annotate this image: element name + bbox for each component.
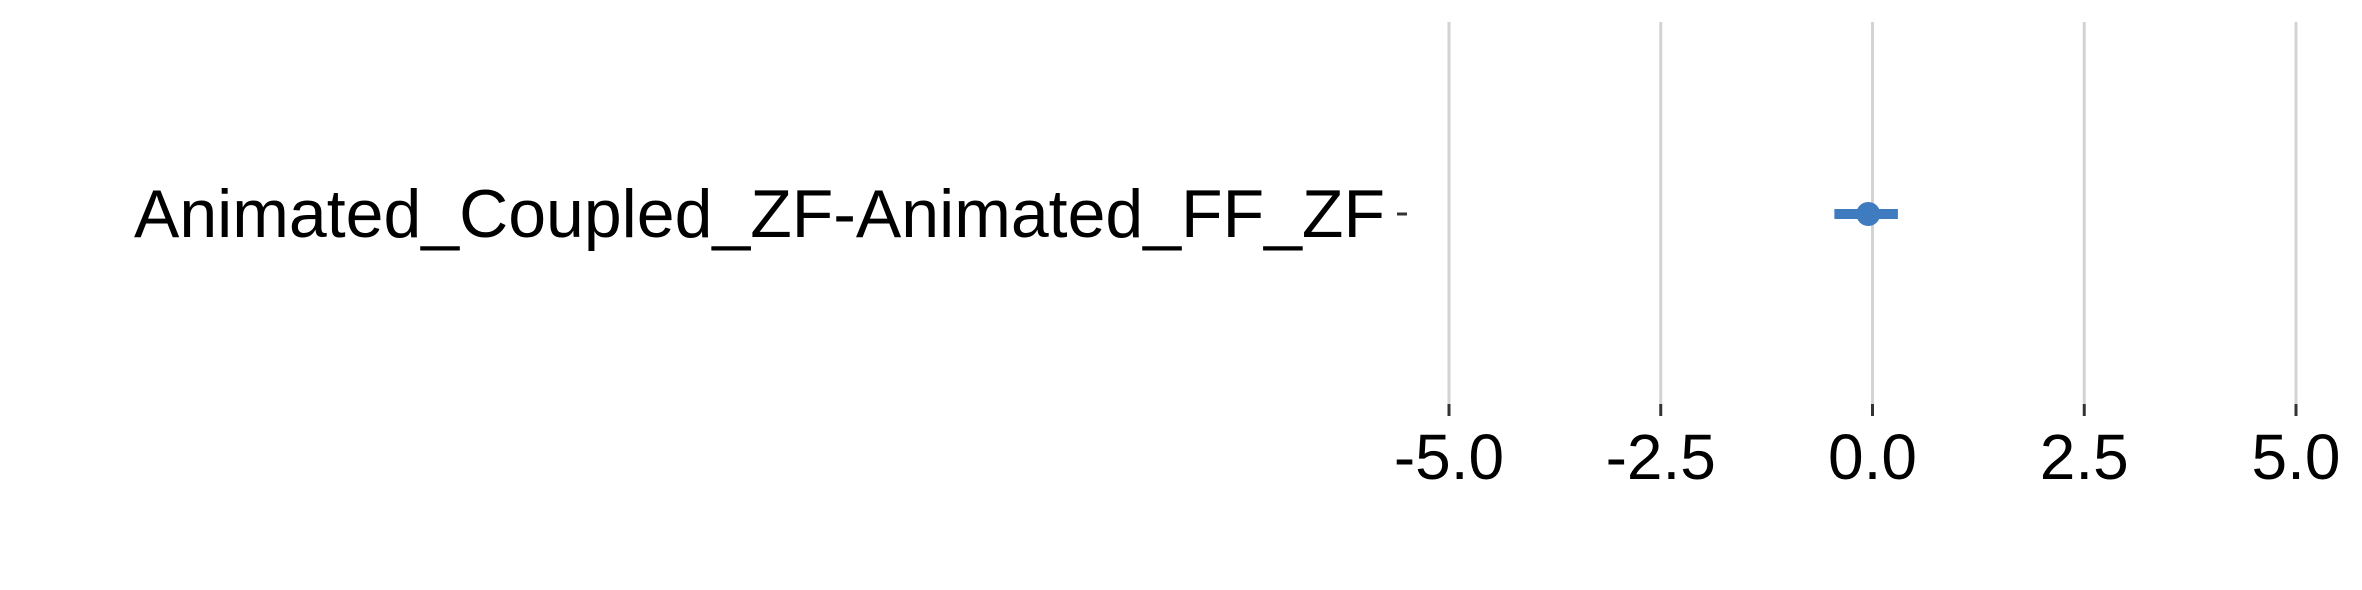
x-axis-ticks <box>1449 404 2296 416</box>
x-tick-label: -5.0 <box>1393 421 1505 493</box>
category-label: Animated_Coupled_ZF-Animated_FF_ZF <box>134 176 1385 252</box>
x-axis-tick-labels <box>1394 421 2341 493</box>
point-estimate <box>1856 202 1880 226</box>
x-tick-label: 2.5 <box>2039 421 2129 493</box>
x-tick-label: 5.0 <box>2251 421 2341 493</box>
x-tick-label: 0.0 <box>1828 421 1917 493</box>
data-marks <box>1834 202 1898 226</box>
y-axis-category-labels <box>134 176 1407 252</box>
x-tick-label: -2.5 <box>1605 421 1716 493</box>
